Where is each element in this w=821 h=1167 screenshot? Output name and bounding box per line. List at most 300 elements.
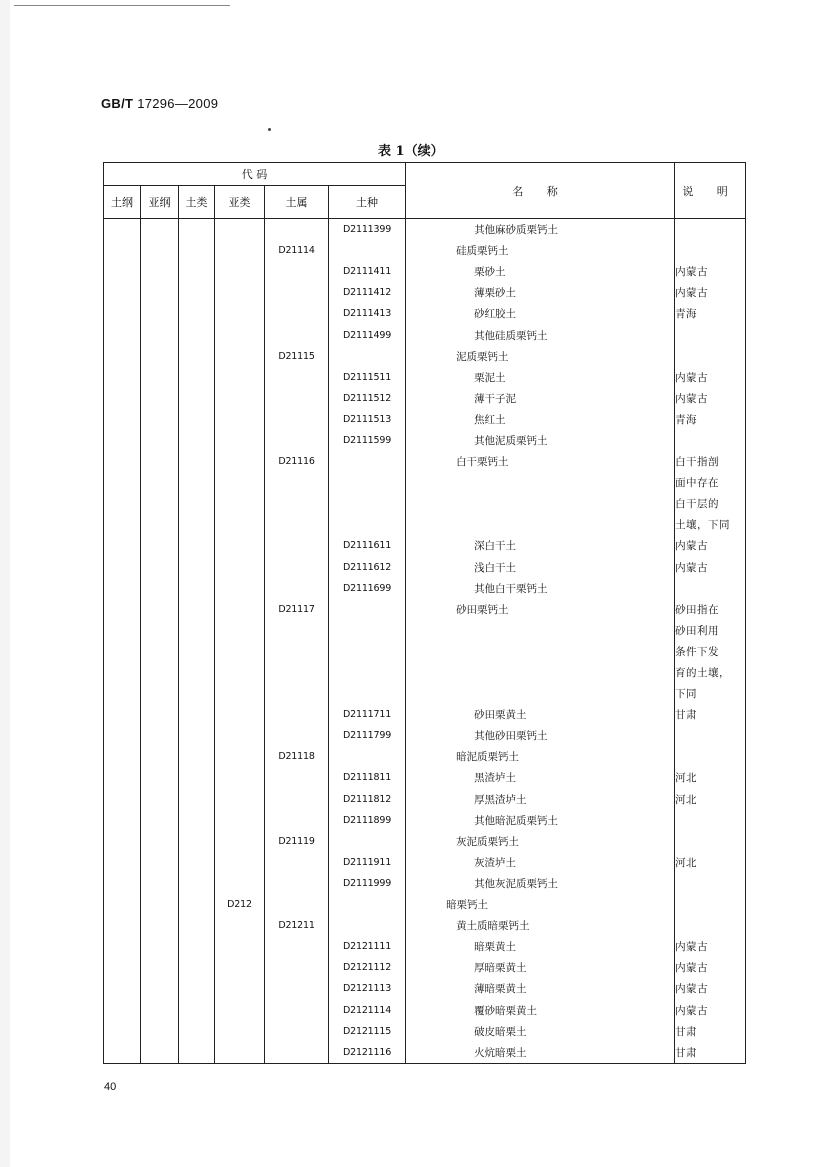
code-cell-soil-species: D2121115 — [329, 1021, 406, 1042]
code-cell-suborder — [141, 873, 179, 894]
code-cell-subgroup — [215, 810, 265, 831]
soil-name: 薄干子泥 — [474, 392, 517, 405]
code-cell-soil-species: D2111911 — [329, 852, 406, 873]
code-cell-subgroup — [215, 831, 265, 852]
code-cell-soil-family — [265, 852, 329, 873]
name-cell — [406, 1021, 675, 1042]
note-cell: 甘肃 — [675, 1042, 746, 1064]
top-rule — [14, 5, 230, 6]
code-cell-soil-group — [179, 915, 215, 936]
note-cell: 甘肃 — [675, 704, 746, 725]
soil-name: 栗泥土 — [474, 371, 506, 384]
name-cell — [406, 894, 675, 915]
code-cell-soil-order — [104, 1021, 141, 1042]
header-subgroup: 亚类 — [215, 186, 265, 219]
name-cell — [406, 957, 675, 978]
code-cell-soil-order — [104, 894, 141, 915]
note-cell: 土壤，下同 — [675, 514, 746, 535]
name-cell — [406, 578, 675, 599]
note-cell: 白干层的 — [675, 493, 746, 514]
name-cell — [406, 557, 675, 578]
code-cell-soil-species — [329, 472, 406, 493]
code-cell-suborder — [141, 409, 179, 430]
code-cell-soil-group — [179, 367, 215, 388]
code-cell-suborder — [141, 1021, 179, 1042]
code-cell-subgroup — [215, 725, 265, 746]
table-row — [104, 346, 746, 367]
table-row — [104, 578, 746, 599]
code-cell-suborder — [141, 219, 179, 241]
soil-name: 栗砂土 — [474, 266, 506, 279]
code-cell-suborder — [141, 430, 179, 451]
code-cell-soil-species — [329, 831, 406, 852]
note-cell: 河北 — [675, 852, 746, 873]
code-cell-suborder — [141, 852, 179, 873]
code-cell-soil-species: D2111512 — [329, 388, 406, 409]
code-cell-subgroup — [215, 641, 265, 662]
code-cell-soil-family — [265, 472, 329, 493]
soil-name: 深白干土 — [474, 540, 517, 553]
code-cell-subgroup — [215, 535, 265, 556]
code-cell-soil-species — [329, 451, 406, 472]
name-cell — [406, 915, 675, 936]
code-cell-soil-group — [179, 599, 215, 620]
code-cell-subgroup — [215, 557, 265, 578]
code-cell-subgroup — [215, 789, 265, 810]
soil-name: 砂田栗钙土 — [456, 603, 509, 616]
soil-name — [406, 498, 474, 510]
note-cell: 面中存在 — [675, 472, 746, 493]
note-cell: 内蒙古 — [675, 261, 746, 282]
code-cell-subgroup — [215, 620, 265, 641]
name-cell — [406, 620, 675, 641]
note-cell: 河北 — [675, 767, 746, 788]
code-cell-suborder — [141, 620, 179, 641]
code-cell-soil-group — [179, 388, 215, 409]
code-cell-soil-species: D2111811 — [329, 767, 406, 788]
code-cell-subgroup — [215, 324, 265, 345]
code-cell-soil-order — [104, 831, 141, 852]
code-cell-soil-group — [179, 999, 215, 1020]
note-cell: 河北 — [675, 789, 746, 810]
code-cell-soil-family — [265, 999, 329, 1020]
code-cell-soil-species: D2111812 — [329, 789, 406, 810]
code-cell-soil-order — [104, 810, 141, 831]
code-cell-soil-species — [329, 662, 406, 683]
soil-name: 暗泥质栗钙土 — [456, 751, 520, 764]
code-cell-subgroup — [215, 704, 265, 725]
code-cell-soil-species — [329, 915, 406, 936]
soil-name: 薄栗砂土 — [474, 287, 517, 300]
code-cell-subgroup — [215, 451, 265, 472]
code-cell-subgroup: D212 — [215, 894, 265, 915]
code-cell-suborder — [141, 767, 179, 788]
code-cell-soil-group — [179, 430, 215, 451]
name-cell — [406, 662, 675, 683]
code-cell-soil-group — [179, 514, 215, 535]
code-cell-suborder — [141, 261, 179, 282]
soil-name: 其他砂田栗钙土 — [474, 730, 548, 743]
code-cell-soil-family — [265, 388, 329, 409]
header-soil-family: 土属 — [265, 186, 329, 219]
name-cell — [406, 599, 675, 620]
soil-name: 薄暗栗黄土 — [474, 983, 527, 996]
table-row — [104, 936, 746, 957]
code-cell-soil-family — [265, 367, 329, 388]
code-cell-soil-group — [179, 683, 215, 704]
code-cell-soil-species: D2111412 — [329, 282, 406, 303]
code-cell-soil-order — [104, 978, 141, 999]
name-cell — [406, 978, 675, 999]
note-cell: 内蒙古 — [675, 535, 746, 556]
code-cell-soil-family — [265, 873, 329, 894]
table-row — [104, 599, 746, 620]
code-cell-suborder — [141, 514, 179, 535]
name-cell — [406, 282, 675, 303]
note-cell: 内蒙古 — [675, 957, 746, 978]
code-cell-soil-group — [179, 535, 215, 556]
code-cell-suborder — [141, 831, 179, 852]
code-cell-suborder — [141, 493, 179, 514]
code-cell-suborder — [141, 915, 179, 936]
soil-name: 白干栗钙土 — [456, 456, 509, 469]
code-cell-soil-group — [179, 493, 215, 514]
note-cell: 青海 — [675, 409, 746, 430]
code-cell-soil-species: D2111511 — [329, 367, 406, 388]
note-cell — [675, 831, 746, 852]
code-cell-soil-group — [179, 852, 215, 873]
note-cell: 条件下发 — [675, 641, 746, 662]
code-cell-soil-order — [104, 873, 141, 894]
code-cell-subgroup — [215, 599, 265, 620]
code-cell-subgroup — [215, 746, 265, 767]
note-cell — [675, 873, 746, 894]
name-cell — [406, 767, 675, 788]
table-row — [104, 873, 746, 894]
soil-name: 火炕暗栗土 — [474, 1046, 527, 1059]
code-cell-soil-family: D21117 — [265, 599, 329, 620]
code-cell-subgroup — [215, 303, 265, 324]
code-cell-soil-order — [104, 535, 141, 556]
code-cell-suborder — [141, 282, 179, 303]
table-row — [104, 852, 746, 873]
table-row — [104, 641, 746, 662]
code-cell-suborder — [141, 472, 179, 493]
note-cell: 内蒙古 — [675, 367, 746, 388]
code-cell-soil-family — [265, 620, 329, 641]
code-cell-subgroup — [215, 261, 265, 282]
code-cell-soil-species — [329, 894, 406, 915]
note-cell: 下同 — [675, 683, 746, 704]
code-cell-soil-species: D2121114 — [329, 999, 406, 1020]
code-cell-soil-species: D2111411 — [329, 261, 406, 282]
soil-name: 暗栗黄土 — [474, 941, 517, 954]
soil-code-table — [103, 162, 746, 1064]
code-cell-soil-order — [104, 725, 141, 746]
code-cell-soil-family — [265, 219, 329, 241]
soil-name — [406, 667, 474, 679]
code-cell-suborder — [141, 978, 179, 999]
note-cell: 内蒙古 — [675, 557, 746, 578]
code-cell-soil-order — [104, 472, 141, 493]
code-cell-soil-group — [179, 261, 215, 282]
code-cell-soil-group — [179, 578, 215, 599]
name-cell — [406, 240, 675, 261]
code-cell-soil-species: D2121112 — [329, 957, 406, 978]
code-cell-suborder — [141, 789, 179, 810]
code-cell-subgroup — [215, 219, 265, 241]
note-cell: 内蒙古 — [675, 999, 746, 1020]
note-cell — [675, 346, 746, 367]
soil-name — [406, 688, 474, 700]
note-cell — [675, 894, 746, 915]
code-cell-soil-family — [265, 957, 329, 978]
name-cell — [406, 852, 675, 873]
code-cell-soil-group — [179, 978, 215, 999]
code-cell-suborder — [141, 451, 179, 472]
soil-name: 其他泥质栗钙土 — [474, 434, 548, 447]
code-cell-soil-family: D21118 — [265, 746, 329, 767]
name-cell — [406, 641, 675, 662]
code-cell-soil-family — [265, 282, 329, 303]
note-cell: 内蒙古 — [675, 936, 746, 957]
soil-name: 其他暗泥质栗钙土 — [474, 814, 559, 827]
name-cell — [406, 303, 675, 324]
header-soil-order: 土纲 — [104, 186, 141, 219]
table-row — [104, 620, 746, 641]
note-cell — [675, 746, 746, 767]
code-cell-soil-group — [179, 282, 215, 303]
table-row — [104, 388, 746, 409]
note-cell: 青海 — [675, 303, 746, 324]
name-cell — [406, 388, 675, 409]
code-cell-soil-family — [265, 493, 329, 514]
code-cell-soil-species — [329, 346, 406, 367]
standard-prefix: GB/T — [101, 96, 134, 111]
code-cell-soil-order — [104, 620, 141, 641]
code-cell-suborder — [141, 810, 179, 831]
code-cell-soil-species — [329, 240, 406, 261]
code-cell-soil-order — [104, 493, 141, 514]
code-cell-soil-order — [104, 451, 141, 472]
table-row — [104, 261, 746, 282]
name-cell — [406, 535, 675, 556]
name-cell — [406, 1042, 675, 1064]
code-cell-soil-group — [179, 957, 215, 978]
soil-name: 硅质栗钙土 — [456, 245, 509, 258]
name-cell — [406, 873, 675, 894]
table-row — [104, 493, 746, 514]
name-cell — [406, 346, 675, 367]
code-cell-soil-order — [104, 662, 141, 683]
soil-name — [406, 624, 474, 636]
code-cell-subgroup — [215, 978, 265, 999]
code-cell-soil-order — [104, 936, 141, 957]
code-cell-suborder — [141, 683, 179, 704]
code-cell-soil-species — [329, 599, 406, 620]
note-cell: 内蒙古 — [675, 388, 746, 409]
code-cell-soil-order — [104, 282, 141, 303]
code-cell-soil-group — [179, 1042, 215, 1064]
soil-name: 其他灰泥质栗钙土 — [474, 877, 559, 890]
code-cell-soil-family — [265, 641, 329, 662]
code-cell-suborder — [141, 704, 179, 725]
name-cell — [406, 514, 675, 535]
name-cell — [406, 725, 675, 746]
table-row — [104, 472, 746, 493]
code-cell-suborder — [141, 367, 179, 388]
code-cell-soil-family — [265, 704, 329, 725]
table-row — [104, 894, 746, 915]
soil-name: 其他麻砂质栗钙土 — [474, 224, 559, 237]
table-row — [104, 303, 746, 324]
code-cell-soil-group — [179, 704, 215, 725]
code-cell-soil-species — [329, 493, 406, 514]
code-cell-soil-group — [179, 725, 215, 746]
code-cell-suborder — [141, 599, 179, 620]
code-cell-suborder — [141, 303, 179, 324]
code-cell-soil-order — [104, 303, 141, 324]
code-cell-soil-order — [104, 261, 141, 282]
code-cell-subgroup — [215, 957, 265, 978]
soil-name: 灰泥质栗钙土 — [456, 835, 520, 848]
table-row — [104, 557, 746, 578]
code-cell-suborder — [141, 388, 179, 409]
code-cell-soil-order — [104, 514, 141, 535]
name-cell — [406, 451, 675, 472]
code-cell-soil-family — [265, 683, 329, 704]
soil-name: 灰渣垆土 — [474, 856, 517, 869]
code-cell-soil-species: D2121111 — [329, 936, 406, 957]
soil-name: 其他硅质栗钙土 — [474, 329, 548, 342]
scan-shadow — [0, 0, 10, 1167]
name-cell — [406, 367, 675, 388]
table-row — [104, 810, 746, 831]
code-cell-soil-species — [329, 620, 406, 641]
soil-name: 厚黑渣垆土 — [474, 793, 527, 806]
table-row — [104, 324, 746, 345]
soil-name: 泥质栗钙土 — [456, 350, 509, 363]
code-cell-subgroup — [215, 683, 265, 704]
header-suborder: 亚纲 — [141, 186, 179, 219]
code-cell-soil-family — [265, 936, 329, 957]
code-cell-soil-group — [179, 894, 215, 915]
code-cell-subgroup — [215, 493, 265, 514]
code-cell-soil-species: D2121116 — [329, 1042, 406, 1064]
code-cell-soil-family: D21115 — [265, 346, 329, 367]
table-row — [104, 683, 746, 704]
code-cell-subgroup — [215, 282, 265, 303]
code-cell-soil-family — [265, 1021, 329, 1042]
code-cell-soil-species: D2111413 — [329, 303, 406, 324]
code-cell-soil-order — [104, 409, 141, 430]
code-cell-suborder — [141, 936, 179, 957]
code-cell-soil-group — [179, 789, 215, 810]
soil-name: 浅白干土 — [474, 561, 517, 574]
code-cell-suborder — [141, 725, 179, 746]
code-cell-soil-order — [104, 957, 141, 978]
code-group-header: 代 码 — [104, 163, 406, 186]
name-cell — [406, 704, 675, 725]
code-cell-subgroup — [215, 388, 265, 409]
page-number: 40 — [104, 1081, 117, 1093]
code-cell-soil-family — [265, 1042, 329, 1064]
code-cell-subgroup — [215, 873, 265, 894]
code-cell-soil-family — [265, 894, 329, 915]
code-cell-soil-order — [104, 767, 141, 788]
code-cell-soil-group — [179, 557, 215, 578]
code-cell-soil-group — [179, 746, 215, 767]
code-cell-soil-order — [104, 1042, 141, 1064]
code-cell-soil-group — [179, 409, 215, 430]
code-cell-suborder — [141, 557, 179, 578]
code-cell-soil-species: D2121113 — [329, 978, 406, 999]
name-cell — [406, 936, 675, 957]
code-cell-soil-family — [265, 978, 329, 999]
code-cell-suborder — [141, 894, 179, 915]
code-cell-soil-order — [104, 557, 141, 578]
code-cell-subgroup — [215, 240, 265, 261]
code-cell-suborder — [141, 535, 179, 556]
note-cell — [675, 578, 746, 599]
standard-number: 17296—2009 — [137, 96, 219, 111]
code-cell-subgroup — [215, 430, 265, 451]
name-cell — [406, 746, 675, 767]
code-cell-soil-order — [104, 746, 141, 767]
name-cell — [406, 409, 675, 430]
standard-header — [101, 96, 218, 111]
code-cell-soil-family — [265, 261, 329, 282]
code-cell-soil-order — [104, 704, 141, 725]
code-cell-soil-group — [179, 936, 215, 957]
soil-name: 覆砂暗栗黄土 — [474, 1004, 538, 1017]
code-cell-subgroup — [215, 852, 265, 873]
note-cell: 白干指剖 — [675, 451, 746, 472]
code-cell-soil-family — [265, 789, 329, 810]
code-cell-soil-family — [265, 662, 329, 683]
scan-speck — [268, 128, 271, 131]
table-row — [104, 409, 746, 430]
code-cell-soil-family: D21211 — [265, 915, 329, 936]
code-cell-soil-species: D2111899 — [329, 810, 406, 831]
note-cell: 砂田利用 — [675, 620, 746, 641]
table-row — [104, 704, 746, 725]
code-cell-soil-species: D2111711 — [329, 704, 406, 725]
code-cell-subgroup — [215, 367, 265, 388]
code-cell-subgroup — [215, 472, 265, 493]
code-cell-soil-family — [265, 767, 329, 788]
code-cell-suborder — [141, 578, 179, 599]
note-cell — [675, 810, 746, 831]
code-cell-soil-order — [104, 219, 141, 241]
table-row — [104, 915, 746, 936]
code-cell-soil-species: D2111799 — [329, 725, 406, 746]
table-row — [104, 430, 746, 451]
code-cell-soil-species: D2111611 — [329, 535, 406, 556]
name-cell — [406, 261, 675, 282]
code-cell-subgroup — [215, 662, 265, 683]
code-cell-soil-species — [329, 514, 406, 535]
code-cell-soil-family — [265, 324, 329, 345]
code-cell-soil-order — [104, 789, 141, 810]
code-cell-soil-species: D2111513 — [329, 409, 406, 430]
table-row — [104, 367, 746, 388]
note-cell — [675, 219, 746, 241]
code-cell-soil-family — [265, 303, 329, 324]
note-cell: 内蒙古 — [675, 978, 746, 999]
code-cell-suborder — [141, 746, 179, 767]
code-cell-suborder — [141, 641, 179, 662]
